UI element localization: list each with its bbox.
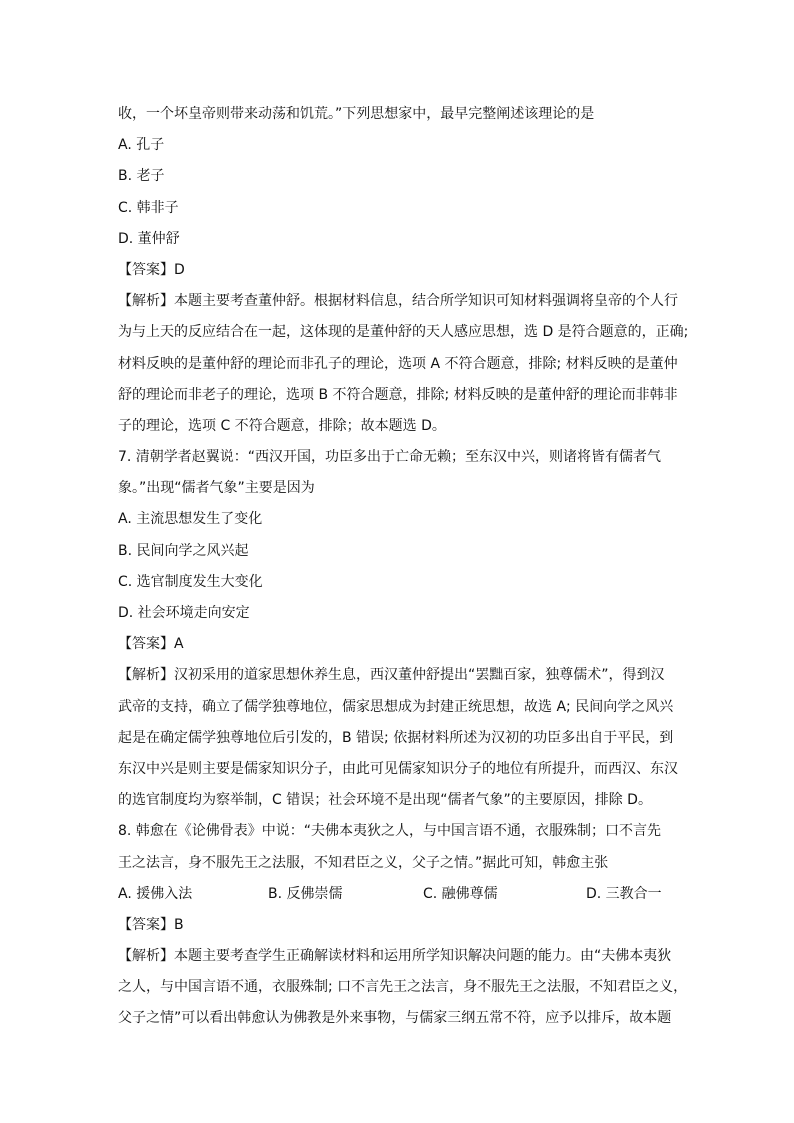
question-7-cont: 象。”出现“儒者气象”主要是因为: [118, 480, 315, 497]
analysis-line: 之人，与中国言语不通，衣服殊制; 口不言先王之法言，身不服先王之法服，不知君臣之义，: [118, 979, 688, 996]
option-d: D. 三教合一: [586, 885, 662, 902]
analysis-line: 【解析】汉初采用的道家思想休养生息，西汉董仲舒提出“罢黜百家，独尊儒术”，得到汉: [118, 667, 665, 684]
answer-line: 【答案】D: [118, 261, 185, 278]
analysis-line: 为与上天的反应结合在一起，这体现的是董仲舒的天人感应思想，选 D 是符合题意的，正确;: [118, 324, 689, 341]
option-b: B. 反佛崇儒: [268, 885, 343, 902]
answer-line: 【答案】A: [118, 636, 184, 653]
analysis-line: 子的理论，选项 C 不符合题意，排除；故本题选 D。: [118, 417, 446, 434]
option-d: D. 董仲舒: [118, 230, 180, 247]
document-page: [118, 99, 689, 1035]
option-a: A. 孔子: [118, 137, 165, 154]
option-b: B. 民间向学之风兴起: [118, 542, 249, 559]
analysis-line: 【解析】本题主要考查董仲舒。根据材料信息，结合所学知识可知材料强调将皇帝的个人行: [118, 293, 678, 310]
analysis-line: 父子之情”可以看出韩愈认为佛教是外来事物，与儒家三纲五常不符，应予以排斥，故本题: [118, 1010, 672, 1027]
option-b: B. 老子: [118, 168, 165, 185]
question-8-cont: 王之法言，身不服先王之法服，不知君臣之义，父子之情。”据此可知，韩愈主张: [118, 854, 609, 871]
answer-line: 【答案】B: [118, 916, 184, 933]
text-line: 收，一个坏皇帝则带来动荡和饥荒。”下列思想家中，最早完整阐述该理论的是: [118, 106, 595, 122]
analysis-line: 起是在确定儒学独尊地位后引发的，B 错误; 依据材料所述为汉初的功臣多出自于平民，到: [118, 729, 674, 746]
analysis-line: 材料反映的是董仲舒的理论而非孔子的理论，选项 A 不符合题意，排除; 材料反映的是董仲: [118, 355, 678, 372]
option-a: A. 主流思想发生了变化: [118, 511, 263, 528]
analysis-line: 的选官制度均为察举制，C 错误；社会环境不是出现“儒者气象”的主要原因，排除 D。: [118, 792, 652, 809]
analysis-line: 东汉中兴是则主要是儒家知识分子，由此可见儒家知识分子的地位有所提升，而西汉、东汉: [118, 760, 678, 777]
option-a: A. 援佛入法: [118, 885, 193, 902]
option-c: C. 韩非子: [118, 199, 179, 216]
analysis-line: 武帝的支持，确立了儒学独尊地位，儒家思想成为封建正统思想，故选 A; 民间向学之风兴: [118, 698, 674, 715]
question-8: 8. 韩愈在《论佛骨表》中说：“夫佛本夷狄之人，与中国言语不通，衣服殊制；口不言先: [118, 823, 662, 840]
analysis-line: 【解析】本题主要考查学生正确解读材料和运用所学知识解决问题的能力。由“夫佛本夷狄: [118, 948, 672, 965]
question-7: 7. 清朝学者赵翼说：“西汉开国，功臣多出于亡命无赖；至东汉中兴，则诸将皆有儒者气: [118, 449, 662, 466]
option-c: C. 融佛尊儒: [423, 885, 498, 902]
option-d: D. 社会环境走向安定: [118, 605, 250, 621]
analysis-line: 舒的理论而非老子的理论，选项 B 不符合题意，排除; 材料反映的是董仲舒的理论而非韩非: [118, 386, 678, 403]
question-8-options: [118, 879, 678, 910]
option-c: C. 选官制度发生大变化: [118, 573, 263, 590]
